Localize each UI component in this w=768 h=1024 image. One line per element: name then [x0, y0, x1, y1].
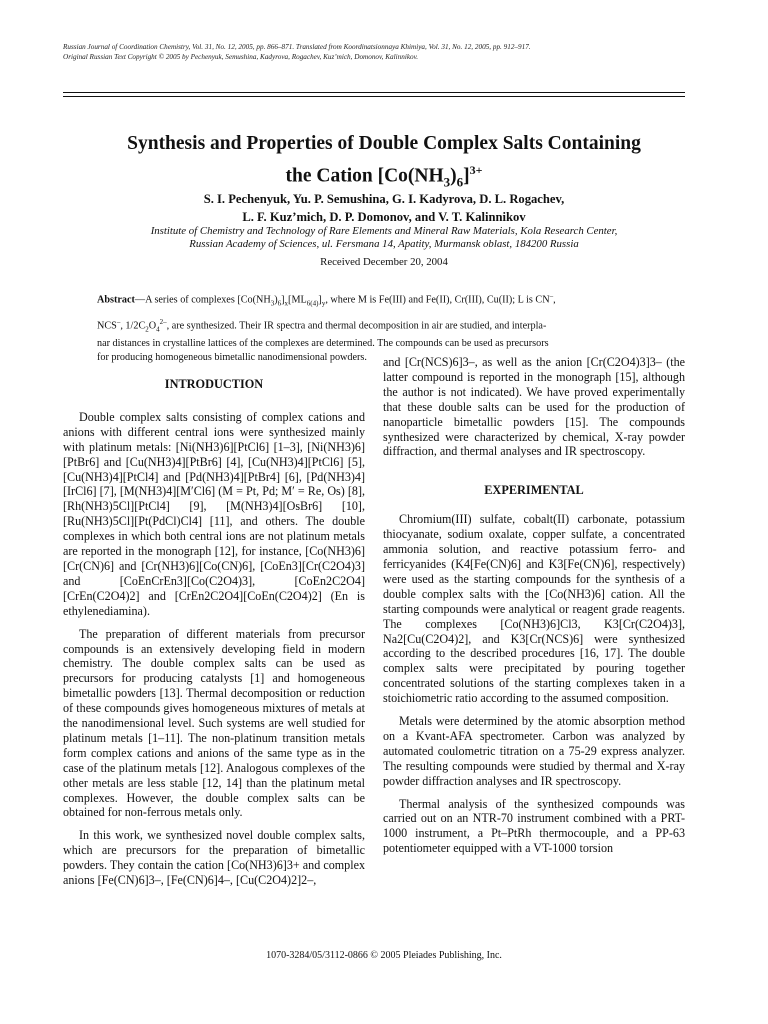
affiliation-line-2: Russian Academy of Sciences, ul. Fersmana 14, Apatity, Murmansk oblast, 184200 Russia — [189, 238, 579, 250]
experimental-heading: EXPERIMENTAL — [484, 483, 584, 498]
journal-reference-line-2: Original Russian Text Copyright © 2005 by Pechenyuk, Semushina, Kadyrova, Rogachev, Kuz’mich, Domonov, Kalinnikov. — [63, 53, 419, 61]
abstract-superscript: 2– — [159, 317, 167, 326]
abstract-subscript: 3 — [270, 299, 275, 308]
abstract-text: , — [553, 294, 556, 306]
abstract-label: Abstract — [97, 294, 135, 306]
abstract-superscript: – — [549, 292, 554, 300]
title-text: the Cation [Co(NH — [285, 165, 444, 187]
copyright-footer: 1070-3284/05/3112-0866 © 2005 Pleiades Publishing, Inc. — [266, 950, 502, 961]
title-text: ] — [463, 165, 470, 187]
abstract-text: NCS — [97, 320, 117, 332]
authors-line-1: S. I. Pechenyuk, Yu. P. Semushina, G. I. Kadyrova, D. L. Rogachev, — [203, 192, 565, 206]
affiliation — [40, 225, 728, 251]
abstract-subscript: x — [284, 299, 289, 308]
abstract-subscript: 6 — [277, 299, 282, 308]
right-column — [383, 355, 685, 864]
author-list — [40, 190, 728, 226]
abstract-line-3: nar distances in crystalline lattices of the complexes are determined. The compounds can be used as precursors — [97, 337, 549, 349]
abstract-subscript: 6(4) — [306, 299, 319, 308]
abstract-text: , where M is Fe(III) and Fe(II), Cr(III), Cu(II); L is CN — [325, 294, 550, 306]
introduction-heading: INTRODUCTION — [164, 377, 264, 391]
abstract-text: ] — [281, 294, 285, 306]
journal-reference — [63, 42, 703, 62]
introduction-paragraph-1: Double complex salts consisting of complex cations and anions with different central ions were synthesized mainly with platinum metals: [Ni(NH3)6][PtCl6] [1–3], [Ni(NH3)6][PtBr6] and [Cu(NH3)4][PtBr6] [4], [Cu(NH3)4][PtCl6] [5], [Cu(NH3)4][PtCl4] and [Pd(NH3)4][PtBr4] [6], [Pd(NH3)4][IrCl6] [7], [M(NH3)4][M′Cl6] (M = Pt, Pd; M′ = Re, Os) [8], [Rh(NH3)5Cl][PtCl4] [9], [M(NH3)4][OsBr6] [10], [Ru(NH3)5Cl][Pt(PdCl)Cl4] [11], and others. The double complexes in which both central ions are not platinum metals are reported in the monograph [12], for instance, [Co(NH3)6][Cr(CN)6] and [Cr(NH3)6][Co(CN)6], [CoEn3][Cr(C2O4)3] and [CoEnCrEn3][Co(C2O4)3], [CoEn2C2O4][CrEn(C2O4)2] and [CrEn2C2O4][CoEn(C2O4)2] (En is ethylenediamina). — [63, 409, 365, 618]
title-subscript: 3 — [443, 174, 451, 190]
abstract-subscript: 2 — [145, 325, 149, 334]
abstract-line-1: Abstract—A series of complexes $[Co(NH_3)_6]_x[ML_{6(4)}]_y$, where M is Fe(III) and Fe(II), Cr(III), Cu(II); L is CN–, — [97, 292, 556, 308]
abstract-text: ] — [318, 294, 322, 306]
journal-reference-line-1: Russian Journal of Coordination Chemistry, Vol. 31, No. 12, 2005, pp. 866–871. Translated from Koordinatsionnaya Khimiya, Vol. 31, No. 12, 2005, pp. 912–917. — [63, 43, 531, 51]
introduction-paragraph-2: The preparation of different materials from precursor compounds is an extensively developing field in modern chemistry. The double complex salts can be used as precursors for producing catalysts [1] and homogeneous bimetallic powders [13]. Thermal decomposition or reduction of these compounds gives homogeneous mixtures of metals at the nanodimensional level. Such systems are well studied for platinum metals [1–11]. The non-platinum transition metals form complex cations and anions of the same type as in the case of the platinum metals [12]. Analogous complexes of the other metals are less stable [12, 14] than the platinum metal complexes. However, the double complex salts can be obtained for non-ferrous metals only. — [63, 626, 365, 820]
title-subscript: 6 — [456, 174, 464, 190]
abstract-text: , 1/2C — [120, 320, 146, 332]
header-rule-thick — [63, 92, 685, 93]
introduction-paragraph-3: In this work, we synthesized novel double complex salts, which are precursors for the preparation of bimetallic powders. They contain the cation [Co(NH3)6]3+ and complex anions [Fe(CN)6]3–, [Fe(CN)6]4–, [Cu(C2O4)2]2–, — [63, 828, 365, 888]
abstract-text: [ML — [288, 294, 307, 306]
abstract-text: , are synthesized. Their IR spectra and thermal decomposition in air are studied, and interpla- — [166, 320, 547, 332]
affiliation-line-1: Institute of Chemistry and Technology of Rare Elements and Mineral Raw Materials, Kola Research Center, — [150, 225, 618, 237]
abstract-subscript: y — [321, 299, 326, 308]
title-superscript: 3+ — [469, 163, 483, 177]
received-date: Received December 20, 2004 — [320, 256, 448, 268]
abstract-subscript: 4 — [156, 325, 160, 334]
paper-title — [40, 131, 728, 195]
left-column — [63, 377, 365, 896]
abstract-line-2 — [97, 315, 687, 337]
experimental-paragraph-1: Chromium(III) sulfate, cobalt(II) carbonate, potassium thiocyanate, sodium oxalate, copper sulfate, a concentrated ammonia solution, and reactive potassium ferro- and ferricyanides (K4[Fe(CN)6] and K3[Fe(CN)6], respectively) were used as the starting compounds for the synthesis of a double complex salts with the [Co(NH3)6] cation. All the starting compounds were analytical or reagent grade reagents. The complexes [Co(NH3)6]Cl3, K3[Cr(C2O4)3], Na2[Cu(C2O4)2], and K3[Cr(NCS)6] were synthesized according to the described procedures [16, 17]. The double complex salts were precipitated by pouring together concentrated solutions of the starting complexes taken in a stoichiometric ratio according to the assumed composition. — [383, 512, 685, 706]
abstract-text: —A series of complexes [Co(NH — [134, 294, 271, 306]
title-line-1: Synthesis and Properties of Double Complex Salts Containing — [127, 133, 641, 154]
header-rule-thin — [63, 96, 685, 97]
title-text: ) — [450, 165, 457, 187]
abstract-line-4: for producing homogeneous bimetallic nanodimensional powders. — [97, 352, 367, 364]
experimental-paragraph-3: Thermal analysis of the synthesized compounds was carried out on an NTR-70 instrument combined with a PRT-1000 instrument, a Pt–PtRh thermocouple, and a PP-63 potentiometer equipped with a VT-1000 torsion — [383, 796, 685, 856]
experimental-paragraph-2: Metals were determined by the atomic absorption method on a Kvant-AFA spectrometer. Carbon was analyzed by automated coulometric titration on a 75-29 express analyzer. The resulting compounds were studied by thermal and X-ray powder diffraction analyses and IR spectroscopy. — [383, 714, 685, 788]
abstract-text: O — [148, 320, 157, 332]
abstract-superscript: – — [116, 317, 121, 326]
introduction-paragraph-4: and [Cr(NCS)6]3–, as well as the anion [Cr(C2O4)3]3– (the latter compound is reported in the monograph [15], although the author is not indicated). We have proved experimentally that these double salts can be used for the production of nanoparticle bimetallic powders [15]. The compounds synthesized were characterized by chemical, X-ray powder diffraction, and thermal analyses and IR spectroscopy. — [383, 355, 685, 459]
authors-line-2: L. F. Kuz’mich, D. P. Domonov, and V. T. Kalinnikov — [242, 210, 526, 224]
